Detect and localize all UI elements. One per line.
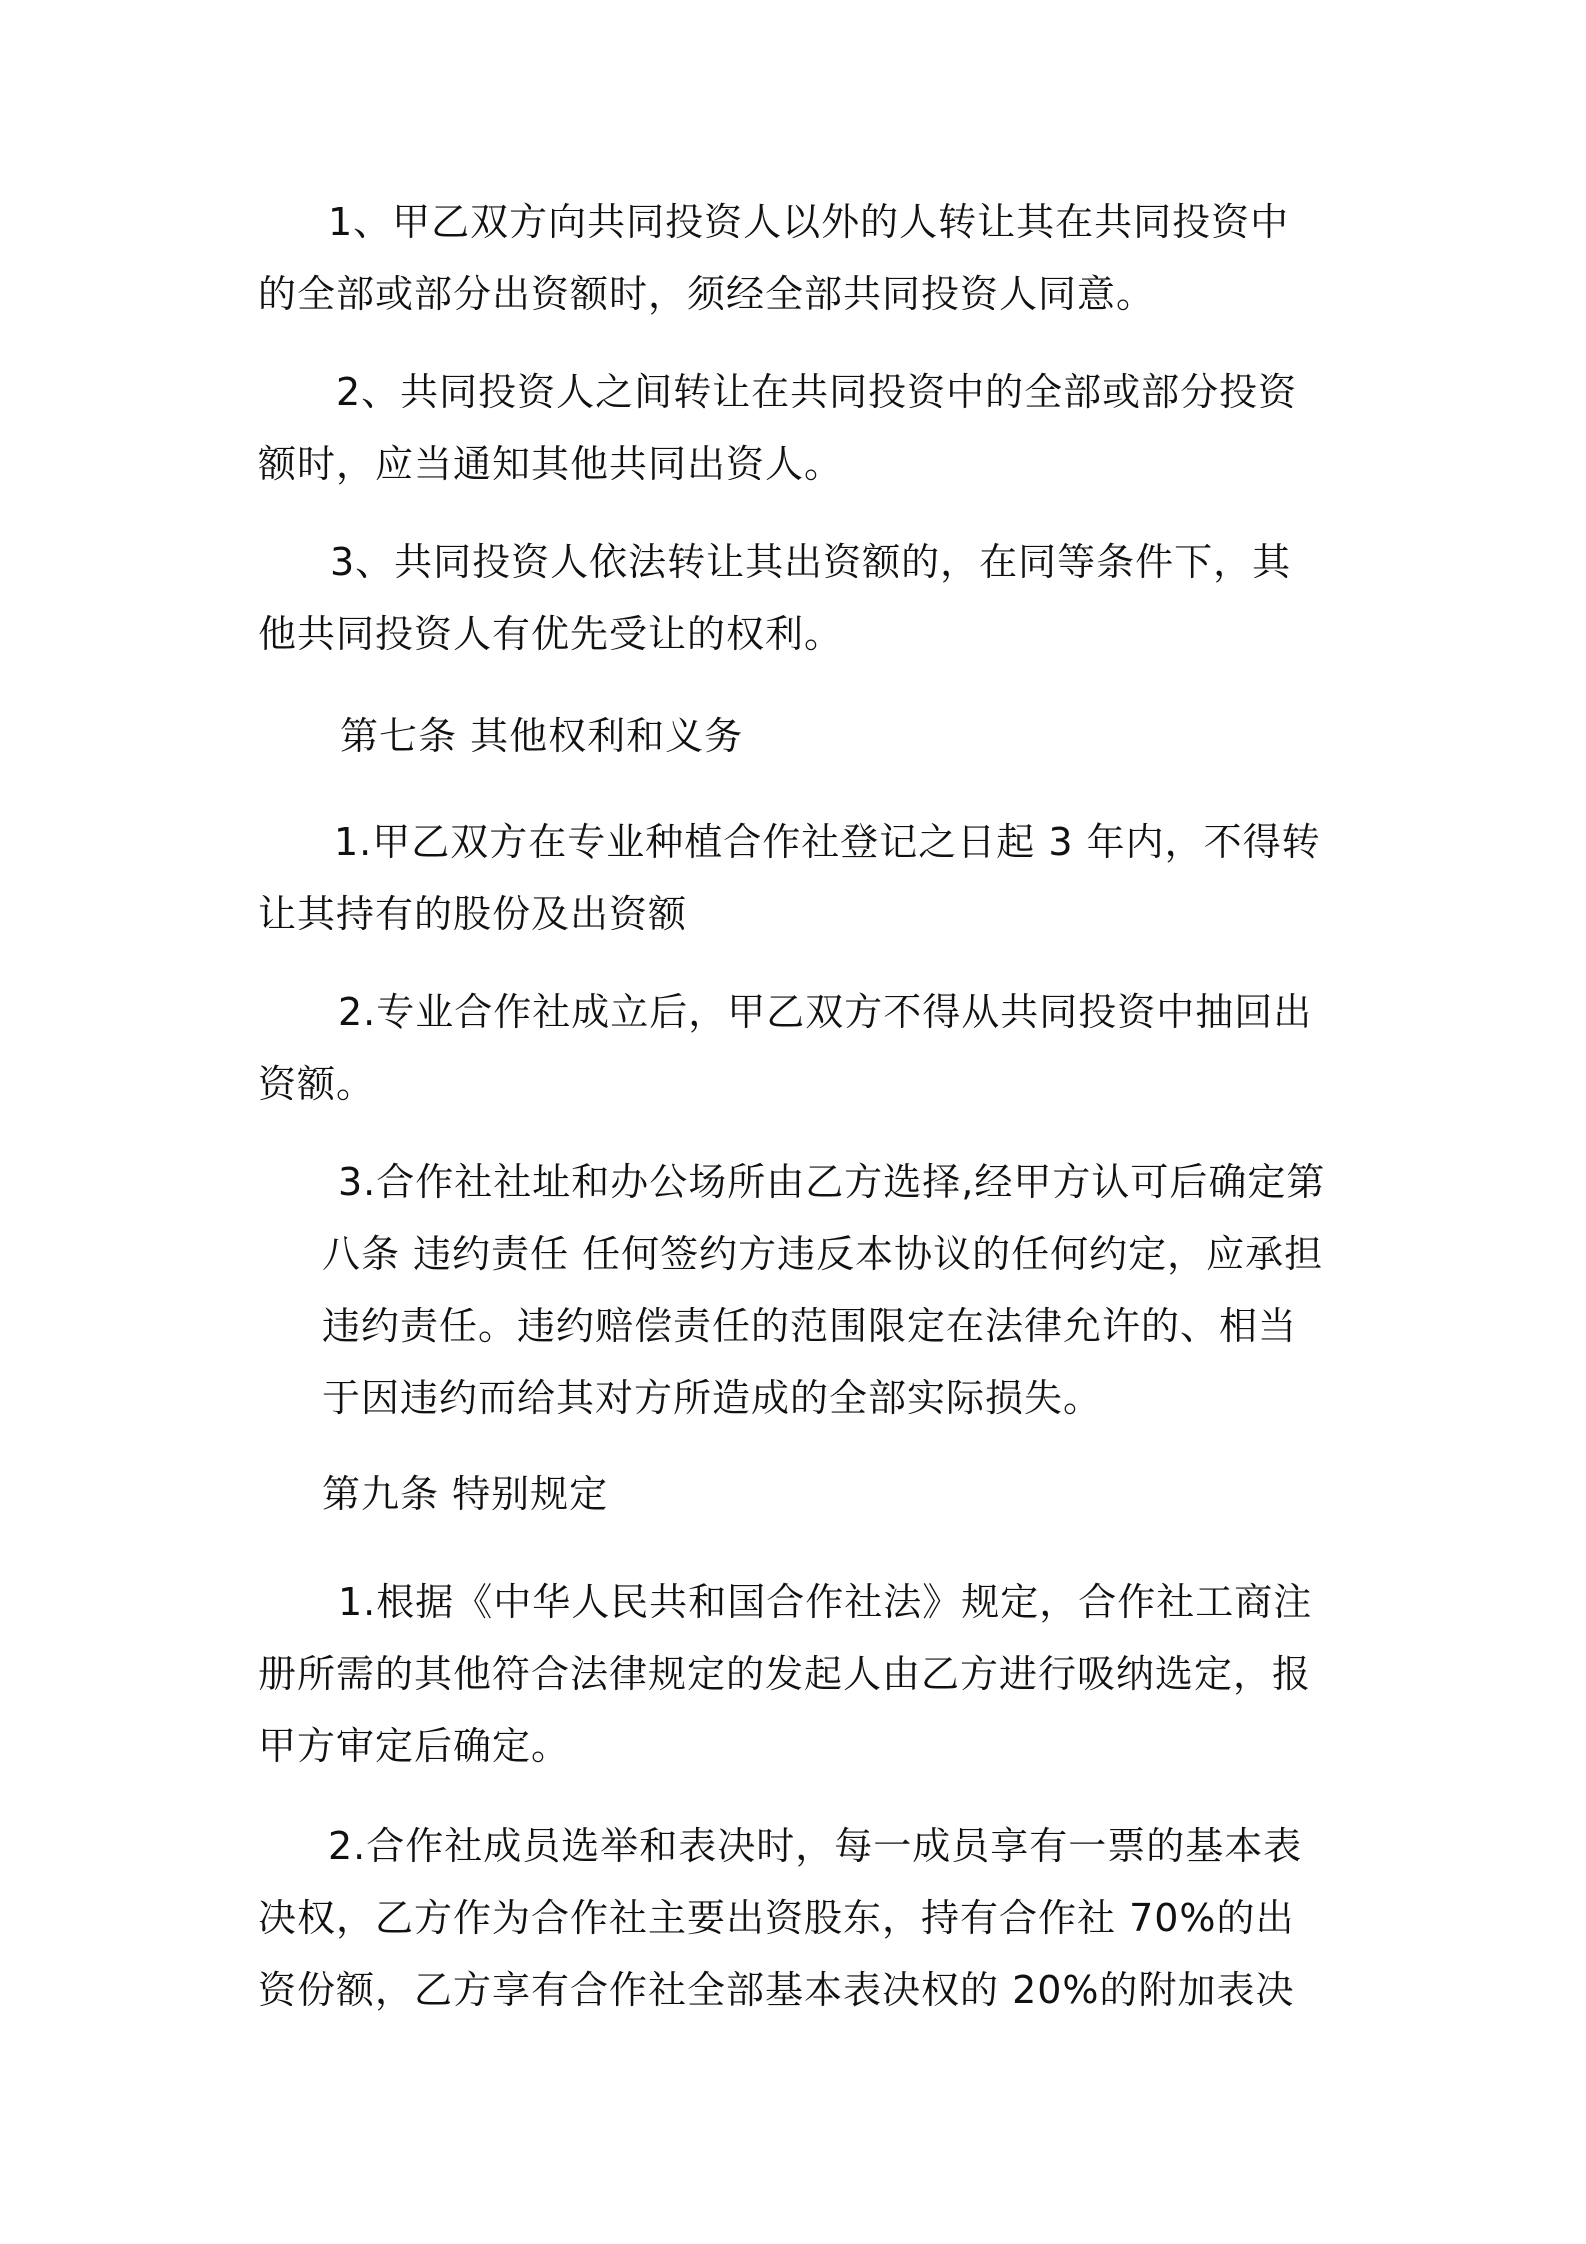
clause-6-1: [258, 186, 1289, 330]
text-line: 让其持有的股份及出资额: [258, 892, 688, 936]
text-line: 决权，乙方作为合作社主要出资股东，持有合作社 70%的出: [258, 1896, 1295, 1940]
text-line: 1、甲乙双方向共同投资人以外的人转让其在共同投资中: [328, 200, 1290, 244]
article-9-heading: [322, 1458, 608, 1530]
text-line: 2.合作社成员选举和表决时，每一成员享有一票的基本表: [328, 1824, 1303, 1868]
text-line: 违约责任。违约赔偿责任的范围限定在法律允许的、相当: [322, 1304, 1298, 1348]
clause-6-3: [258, 526, 1291, 670]
clause-6-2: [258, 356, 1297, 500]
text-line: 他共同投资人有优先受让的权利。: [258, 612, 844, 656]
heading-text: 第七条 其他权利和义务: [340, 714, 744, 758]
clause-9-1: [258, 1566, 1312, 1782]
text-line: 3、共同投资人依法转让其出资额的，在同等条件下，其: [330, 540, 1292, 584]
text-line: 2.专业合作社成立后，甲乙双方不得从共同投资中抽回出: [338, 990, 1313, 1034]
clause-7-1: [258, 806, 1321, 950]
clause-7-2: [258, 976, 1312, 1120]
text-line: 的全部或部分出资额时，须经全部共同投资人同意。: [258, 272, 1156, 316]
text-line: 八条 违约责任 任何签约方违反本协议的任何约定，应承担: [322, 1232, 1324, 1276]
text-line: 资额。: [258, 1062, 376, 1106]
text-line: 甲方审定后确定。: [258, 1724, 571, 1768]
text-line: 于因违约而给其对方所造成的全部实际损失。: [322, 1376, 1103, 1420]
clause-9-2: [258, 1810, 1302, 2026]
text-line: 1.根据《中华人民共和国合作社法》规定，合作社工商注: [338, 1580, 1313, 1624]
text-line: 册所需的其他符合法律规定的发起人由乙方进行吸纳选定，报: [258, 1652, 1312, 1696]
article-7-heading: [340, 700, 743, 772]
text-line: 1.甲乙双方在专业种植合作社登记之日起 3 年内，不得转: [334, 820, 1321, 864]
text-line: 2、共同投资人之间转让在共同投资中的全部或部分投资: [336, 370, 1298, 414]
text-line: 资份额，乙方享有合作社全部基本表决权的 20%的附加表决: [258, 1968, 1295, 2012]
heading-text: 第九条 特别规定: [322, 1472, 609, 1516]
clause-7-3-article-8: [322, 1146, 1325, 1434]
text-line: 额时，应当通知其他共同出资人。: [258, 442, 844, 486]
text-line: 3.合作社社址和办公场所由乙方选择,经甲方认可后确定第: [338, 1160, 1326, 1204]
